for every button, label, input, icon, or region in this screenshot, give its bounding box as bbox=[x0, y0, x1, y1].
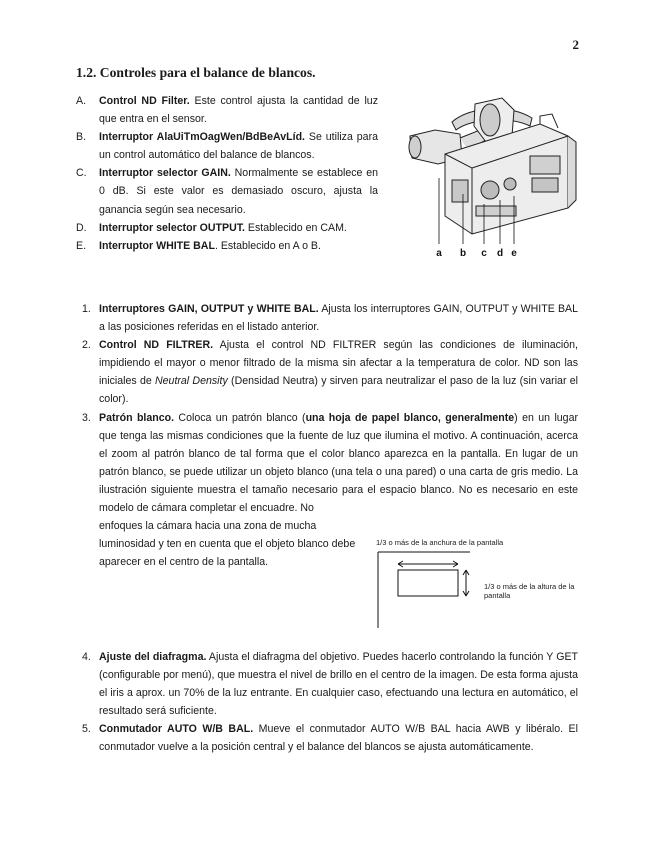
list-marker: A. bbox=[76, 95, 87, 107]
item-title: Interruptor WHITE BAL bbox=[99, 239, 215, 252]
list-marker: E. bbox=[76, 239, 87, 252]
list-marker: 4. bbox=[82, 651, 91, 663]
list-marker: B. bbox=[76, 131, 87, 144]
item-text: . Establecido en A o B. bbox=[214, 239, 321, 252]
camera-illustration bbox=[390, 96, 580, 260]
list-item bbox=[76, 237, 378, 255]
step-text-narrow: enfoques la cámara hacia una zona de mucha luminosidad y ten en cuenta que el objeto blanco debe aparecer en el centro de la pantalla. bbox=[99, 520, 356, 569]
list-item bbox=[76, 720, 578, 756]
item-text: Este control ajusta la cantidad de luz que entra en el sensor. bbox=[99, 95, 378, 126]
section-title: 1.2. Controles para el balance de blancos. bbox=[76, 65, 316, 80]
steps-list-continued bbox=[76, 648, 578, 757]
step-title: Control ND FILTRER. bbox=[99, 339, 214, 352]
item-title: Interruptor selector GAIN. bbox=[99, 167, 231, 180]
step-text: Ajusta los interruptores GAIN, OUTPUT y WHITE BAL a las posiciones referidas en el listado anterior. bbox=[99, 303, 578, 334]
list-item bbox=[76, 219, 378, 237]
callout-label-a: a bbox=[436, 248, 442, 259]
item-title: Interruptor selector OUTPUT. bbox=[99, 221, 245, 234]
item-text: Se utiliza para un control automático del balance de blancos. bbox=[99, 131, 378, 162]
callout-label-e: e bbox=[511, 248, 517, 259]
callout-label-b: b bbox=[459, 248, 467, 259]
step-text: Coloca un patrón blanco ( bbox=[174, 411, 306, 424]
list-marker: 1. bbox=[82, 303, 91, 315]
step-title: Patrón blanco. bbox=[99, 411, 175, 424]
steps-list bbox=[76, 300, 578, 571]
step-text: ) en un lugar que tenga las mismas condiciones que la fuente de luz que ilumina el motivo. A continuación, acerca el zoom al patrón blanco de tal forma que el color blanco aparezca en la pantalla. En lugar de un patrón blanco, se puede utilizar un objeto blanco (una tela o una pared) o una carta de gris medio. La ilustración siguiente muestra el tamaño necesario para el espacio blanco. No es necesario en este modelo de cámara completar el encuadre. No bbox=[99, 411, 578, 515]
height-label: 1/3 o más de la altura de la pantalla bbox=[484, 582, 575, 600]
list-item bbox=[76, 128, 378, 164]
list-marker: D. bbox=[76, 221, 87, 234]
step-text: (Densidad Neutra) y sirven para neutralizar el paso de la luz (sin variar el color). bbox=[99, 375, 578, 406]
step-text: Mueve el conmutador AUTO W/B BAL hacia AWB y libéralo. El conmutador vuelve a la posición central y el balance del blancos se ajusta automáticamente. bbox=[99, 723, 578, 754]
step-text: Ajusta el diafragma del objetivo. Puedes hacerlo controlando la función Y GET (configurable por menú), que muestra el nivel de brillo en el centro de la imagen. De esta forma ajusta el iris a aprox. un 70% de la luz entrante. En cualquier caso, efectuando una lectura en automático, el resultado será suficiente. bbox=[99, 651, 578, 718]
list-item bbox=[76, 336, 578, 408]
list-item bbox=[76, 164, 378, 218]
item-text: Normalmente se establece en 0 dB. Si este valor es demasiado oscuro, ajusta la ganancia según sea necesario. bbox=[99, 167, 379, 216]
width-label: 1/3 o más de la anchura de la pantalla bbox=[376, 538, 504, 547]
item-title: Control ND Filter. bbox=[99, 95, 190, 107]
callout-label-c: c bbox=[481, 248, 487, 259]
step-italic: Neutral Density bbox=[155, 375, 228, 388]
controls-list bbox=[76, 92, 378, 255]
list-marker: 3. bbox=[82, 411, 91, 424]
list-item bbox=[76, 300, 578, 336]
list-marker: 5. bbox=[82, 723, 91, 736]
camera-body-drawing bbox=[409, 98, 576, 234]
list-item bbox=[76, 92, 378, 128]
callout-label-d: d bbox=[496, 248, 504, 259]
white-area-size-illustration bbox=[374, 538, 584, 630]
step-title: Ajuste del diafragma. bbox=[99, 651, 207, 663]
step-bold-inline: una hoja de papel blanco, generalmente bbox=[305, 411, 515, 424]
step-title: Conmutador AUTO W/B BAL. bbox=[99, 723, 254, 736]
list-item bbox=[76, 648, 578, 720]
step-title: Interruptores GAIN, OUTPUT y WHITE BAL. bbox=[99, 303, 319, 315]
list-marker: C. bbox=[76, 167, 87, 180]
step-text: Ajusta el control ND FILTRER según las condiciones de iluminación, impidiendo el mayor o menor filtrado de la misma sin afectar a la temperatura de color. ND son las iniciales de bbox=[99, 339, 578, 388]
item-text: Establecido en CAM. bbox=[244, 221, 347, 234]
page-number: 2 bbox=[572, 37, 579, 52]
item-title: Interruptor AlaUiTmOagWen/BdBeAvLíd. bbox=[99, 131, 305, 144]
list-marker: 2. bbox=[82, 339, 91, 352]
